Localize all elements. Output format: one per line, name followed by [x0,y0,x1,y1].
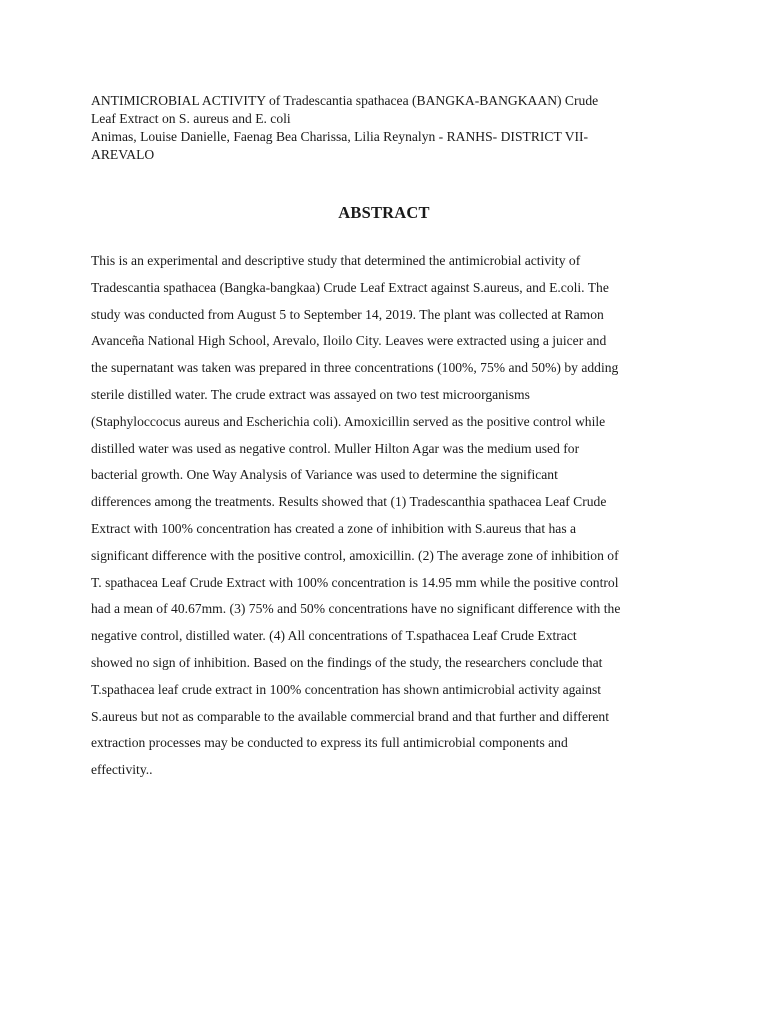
abstract-line: significant difference with the positive control, amoxicillin. (2) The average zone of inhibition of [91,547,619,563]
abstract-line: study was conducted from August 5 to September 14, 2019. The plant was collected at Ramon [91,306,604,322]
abstract-line: differences among the treatments. Results showed that (1) Tradescanthia spathacea Leaf Crude [91,494,607,510]
abstract-line: T. spathacea Leaf Crude Extract with 100% concentration is 14.95 mm while the positive control [91,574,619,590]
abstract-line: showed no sign of inhibition. Based on the findings of the study, the researchers conclude that [91,654,603,670]
abstract-line: distilled water was used as negative control. Muller Hilton Agar was the medium used for [91,440,580,456]
abstract-line: effectivity.. [91,762,153,778]
abstract-line: bacterial growth. One Way Analysis of Variance was used to determine the significant [91,467,558,483]
abstract-line: Avanceña National High School, Arevalo, Iloilo City. Leaves were extracted using a juicer and [91,333,607,349]
title-line-1: ANTIMICROBIAL ACTIVITY of Tradescantia spathacea (BANGKA-BANGKAAN) Crude [91,93,599,108]
abstract-line: T.spathacea leaf crude extract in 100% concentration has shown antimicrobial activity against [91,681,602,697]
abstract-line: negative control, distilled water. (4) All concentrations of T.spathacea Leaf Crude Extract [91,628,577,644]
document-header [91,92,681,164]
abstract-line: the supernatant was taken was prepared in three concentrations (100%, 75% and 50%) by adding [91,360,619,376]
abstract-line: S.aureus but not as comparable to the available commercial brand and that further and different [91,708,610,724]
abstract-line: Extract with 100% concentration has created a zone of inhibition with S.aureus that has a [91,520,577,536]
authors-line-1: Animas, Louise Danielle, Faenag Bea Charissa, Lilia Reynalyn - RANHS- DISTRICT VII- [91,129,589,144]
abstract-line: had a mean of 40.67mm. (3) 75% and 50% concentrations have no significant difference with the [91,601,621,617]
abstract-body [91,248,681,784]
abstract-heading: ABSTRACT [338,203,430,222]
title-line-2: Leaf Extract on S. aureus and E. coli [91,111,291,126]
abstract-line: (Staphyloccocus aureus and Escherichia coli). Amoxicillin served as the positive control while [91,413,606,429]
abstract-line: extraction processes may be conducted to express its full antimicrobial components and [91,735,568,751]
abstract-line: sterile distilled water. The crude extract was assayed on two test microorganisms [91,386,530,402]
abstract-line: This is an experimental and descriptive study that determined the antimicrobial activity of [91,253,581,268]
abstract-line: Tradescantia spathacea (Bangka-bangkaa) Crude Leaf Extract against S.aureus, and E.coli. The [91,279,609,295]
authors-line-2: AREVALO [91,147,155,162]
